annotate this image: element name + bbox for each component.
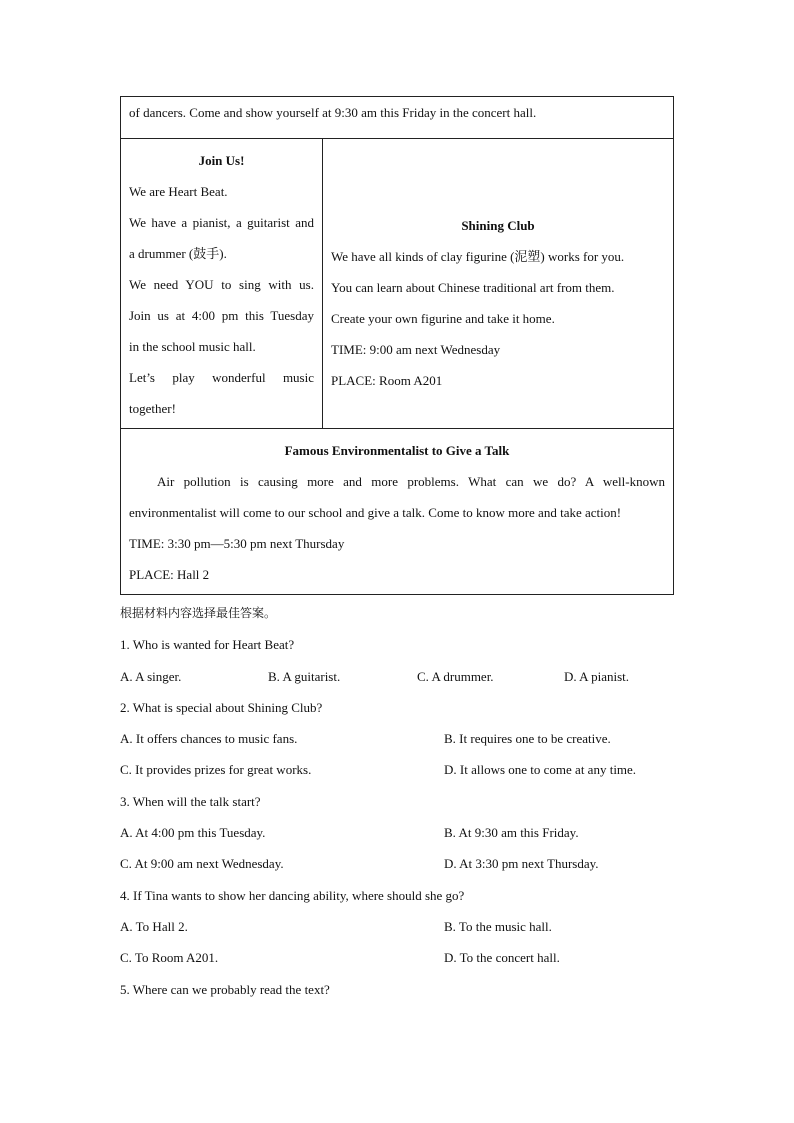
- question-options: [120, 942, 680, 973]
- talk-time: TIME: 3:30 pm—5:30 pm next Thursday: [129, 536, 345, 551]
- notice-table: [120, 96, 674, 595]
- talk-notice-cell: [121, 429, 674, 595]
- option-c[interactable]: C. To Room A201.: [120, 950, 219, 966]
- heart-beat-line: We need YOU to sing with us.: [129, 277, 314, 292]
- option-b[interactable]: B. It requires one to be creative.: [444, 731, 611, 747]
- option-c[interactable]: C. It provides prizes for great works.: [120, 762, 312, 778]
- option-a[interactable]: A. A singer.: [120, 668, 182, 684]
- option-d[interactable]: D. At 3:30 pm next Thursday.: [444, 856, 599, 872]
- shining-club-cell: [323, 139, 674, 429]
- question-text: 1. Who is wanted for Heart Beat?: [120, 637, 295, 653]
- question-text: 5. Where can we probably read the text?: [120, 981, 330, 997]
- option-a[interactable]: A. It offers chances to music fans.: [120, 731, 298, 747]
- dance-notice-text: of dancers. Come and show yourself at 9:30 am this Friday in the concert hall.: [129, 105, 537, 120]
- option-d[interactable]: D. To the concert hall.: [444, 950, 560, 966]
- heart-beat-line: Let’s play wonderful music: [129, 370, 314, 385]
- talk-paragraph-line: environmentalist will come to our school and give a talk. Come to know more and take action!: [129, 505, 622, 520]
- shining-club-time: TIME: 9:00 am next Wednesday: [331, 341, 501, 357]
- instruction-text: 根据材料内容选择最佳答案。: [120, 606, 277, 620]
- option-b[interactable]: B. To the music hall.: [444, 918, 552, 934]
- talk-paragraph-line: Air pollution is causing more and more problems. What can we do? A well-known: [157, 474, 665, 489]
- questions-section: [120, 598, 680, 1005]
- question-options: [120, 848, 680, 879]
- heart-beat-line: together!: [129, 401, 176, 416]
- option-b[interactable]: B. At 9:30 am this Friday.: [444, 825, 579, 841]
- option-a[interactable]: A. At 4:00 pm this Tuesday.: [120, 825, 266, 841]
- option-a[interactable]: A. To Hall 2.: [120, 918, 188, 934]
- heart-beat-line: a drummer (鼓手).: [129, 246, 227, 261]
- question-text: 3. When will the talk start?: [120, 793, 261, 809]
- option-d[interactable]: D. It allows one to come at any time.: [444, 762, 637, 778]
- heart-beat-line: We are Heart Beat.: [129, 184, 228, 199]
- question-options: [120, 723, 680, 754]
- option-c[interactable]: C. At 9:00 am next Wednesday.: [120, 856, 284, 872]
- heart-beat-title: Join Us!: [198, 153, 245, 168]
- shining-club-line: We have all kinds of clay figurine (泥塑) works for you.: [331, 248, 625, 264]
- option-c[interactable]: C. A drummer.: [417, 668, 494, 684]
- shining-club-title: Shining Club: [461, 217, 535, 233]
- heart-beat-line: in the school music hall.: [129, 339, 256, 354]
- question-text: 2. What is special about Shining Club?: [120, 699, 323, 715]
- option-b[interactable]: B. A guitarist.: [268, 668, 341, 684]
- question-text: 4. If Tina wants to show her dancing ability, where should she go?: [120, 887, 465, 903]
- option-d[interactable]: D. A pianist.: [564, 668, 630, 684]
- heart-beat-line: Join us at 4:00 pm this Tuesday: [129, 308, 314, 323]
- heart-beat-cell: [121, 139, 323, 429]
- shining-club-line: You can learn about Chinese traditional art from them.: [331, 279, 615, 295]
- question-options: [120, 661, 680, 692]
- dance-notice-cell: [121, 97, 674, 139]
- shining-club-place: PLACE: Room A201: [331, 372, 443, 388]
- question-options: [120, 911, 680, 942]
- talk-title: Famous Environmentalist to Give a Talk: [284, 443, 510, 458]
- question-options: [120, 754, 680, 785]
- talk-place: PLACE: Hall 2: [129, 567, 210, 582]
- heart-beat-line: We have a pianist, a guitarist and: [129, 215, 314, 230]
- shining-club-line: Create your own figurine and take it home.: [331, 310, 555, 326]
- question-options: [120, 817, 680, 848]
